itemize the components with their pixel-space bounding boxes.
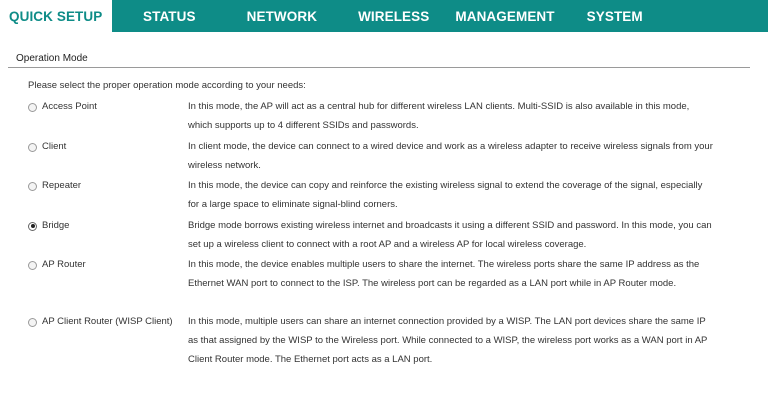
wisp-client-option[interactable]: [28, 316, 173, 328]
top-navigation: [0, 0, 768, 32]
client-radio[interactable]: [28, 143, 37, 152]
bridge-option[interactable]: [28, 220, 69, 232]
bridge-description: Bridge mode borrows existing wireless internet and broadcasts it using a different SSID and password. In this mode, you can set up a wireless client to connect with a root AP and a wireless AP for local wireless coverage.: [188, 220, 712, 250]
ap-router-description: In this mode, the device enables multiple users to share the internet. The wireless ports share the same IP address as the Ethernet WAN port to connect to the ISP. The wireless port can be regarded as a LAN port while in AP Router mode.: [188, 259, 700, 289]
access-point-description: In this mode, the AP will act as a central hub for different wireless LAN clients. Multi-SSID is also available in this mode, which supports up to 4 different SSIDs and passwords.: [188, 101, 690, 131]
section-title: Operation Mode: [16, 53, 88, 64]
tab-management[interactable]: MANAGEMENT: [455, 8, 555, 24]
tab-wireless[interactable]: WIRELESS: [358, 8, 430, 24]
client-description: In client mode, the device can connect to a wired device and work as a wireless adapter to receive wireless signals from your wireless network.: [188, 141, 713, 171]
repeater-option[interactable]: [28, 180, 81, 192]
tab-system[interactable]: SYSTEM: [586, 8, 643, 24]
access-point-label[interactable]: Access Point: [42, 101, 97, 112]
tab-status[interactable]: STATUS: [143, 8, 196, 24]
access-point-radio[interactable]: [28, 103, 37, 112]
wisp-client-description: In this mode, multiple users can share an internet connection provided by a WISP. The LAN port devices share the same IP as that assigned by the WISP to the Wireless port. While connected to a WISP, the wireless port works as a WAN port in AP Client Router mode. The Ethernet port acts as a LAN port.: [188, 316, 708, 365]
ap-router-radio[interactable]: [28, 261, 37, 270]
bridge-label[interactable]: Bridge: [42, 220, 70, 231]
wisp-client-radio[interactable]: [28, 318, 37, 327]
client-option[interactable]: [28, 141, 66, 153]
client-label[interactable]: Client: [42, 141, 67, 152]
tab-quick-setup[interactable]: QUICK SETUP: [0, 0, 112, 32]
ap-router-label[interactable]: AP Router: [42, 259, 86, 270]
wisp-client-label[interactable]: AP Client Router (WISP Client): [42, 316, 173, 327]
repeater-label[interactable]: Repeater: [42, 180, 82, 191]
section-divider: [8, 67, 750, 68]
tab-network[interactable]: NETWORK: [246, 8, 318, 24]
access-point-option[interactable]: [28, 101, 97, 113]
ap-router-option[interactable]: [28, 259, 86, 271]
repeater-description: In this mode, the device can copy and reinforce the existing wireless signal to extend the coverage of the signal, especially for a large space to eliminate signal-blind corners.: [188, 180, 703, 210]
section-intro: Please select the proper operation mode according to your needs:: [28, 80, 306, 91]
bridge-radio[interactable]: [28, 222, 37, 231]
repeater-radio[interactable]: [28, 182, 37, 191]
